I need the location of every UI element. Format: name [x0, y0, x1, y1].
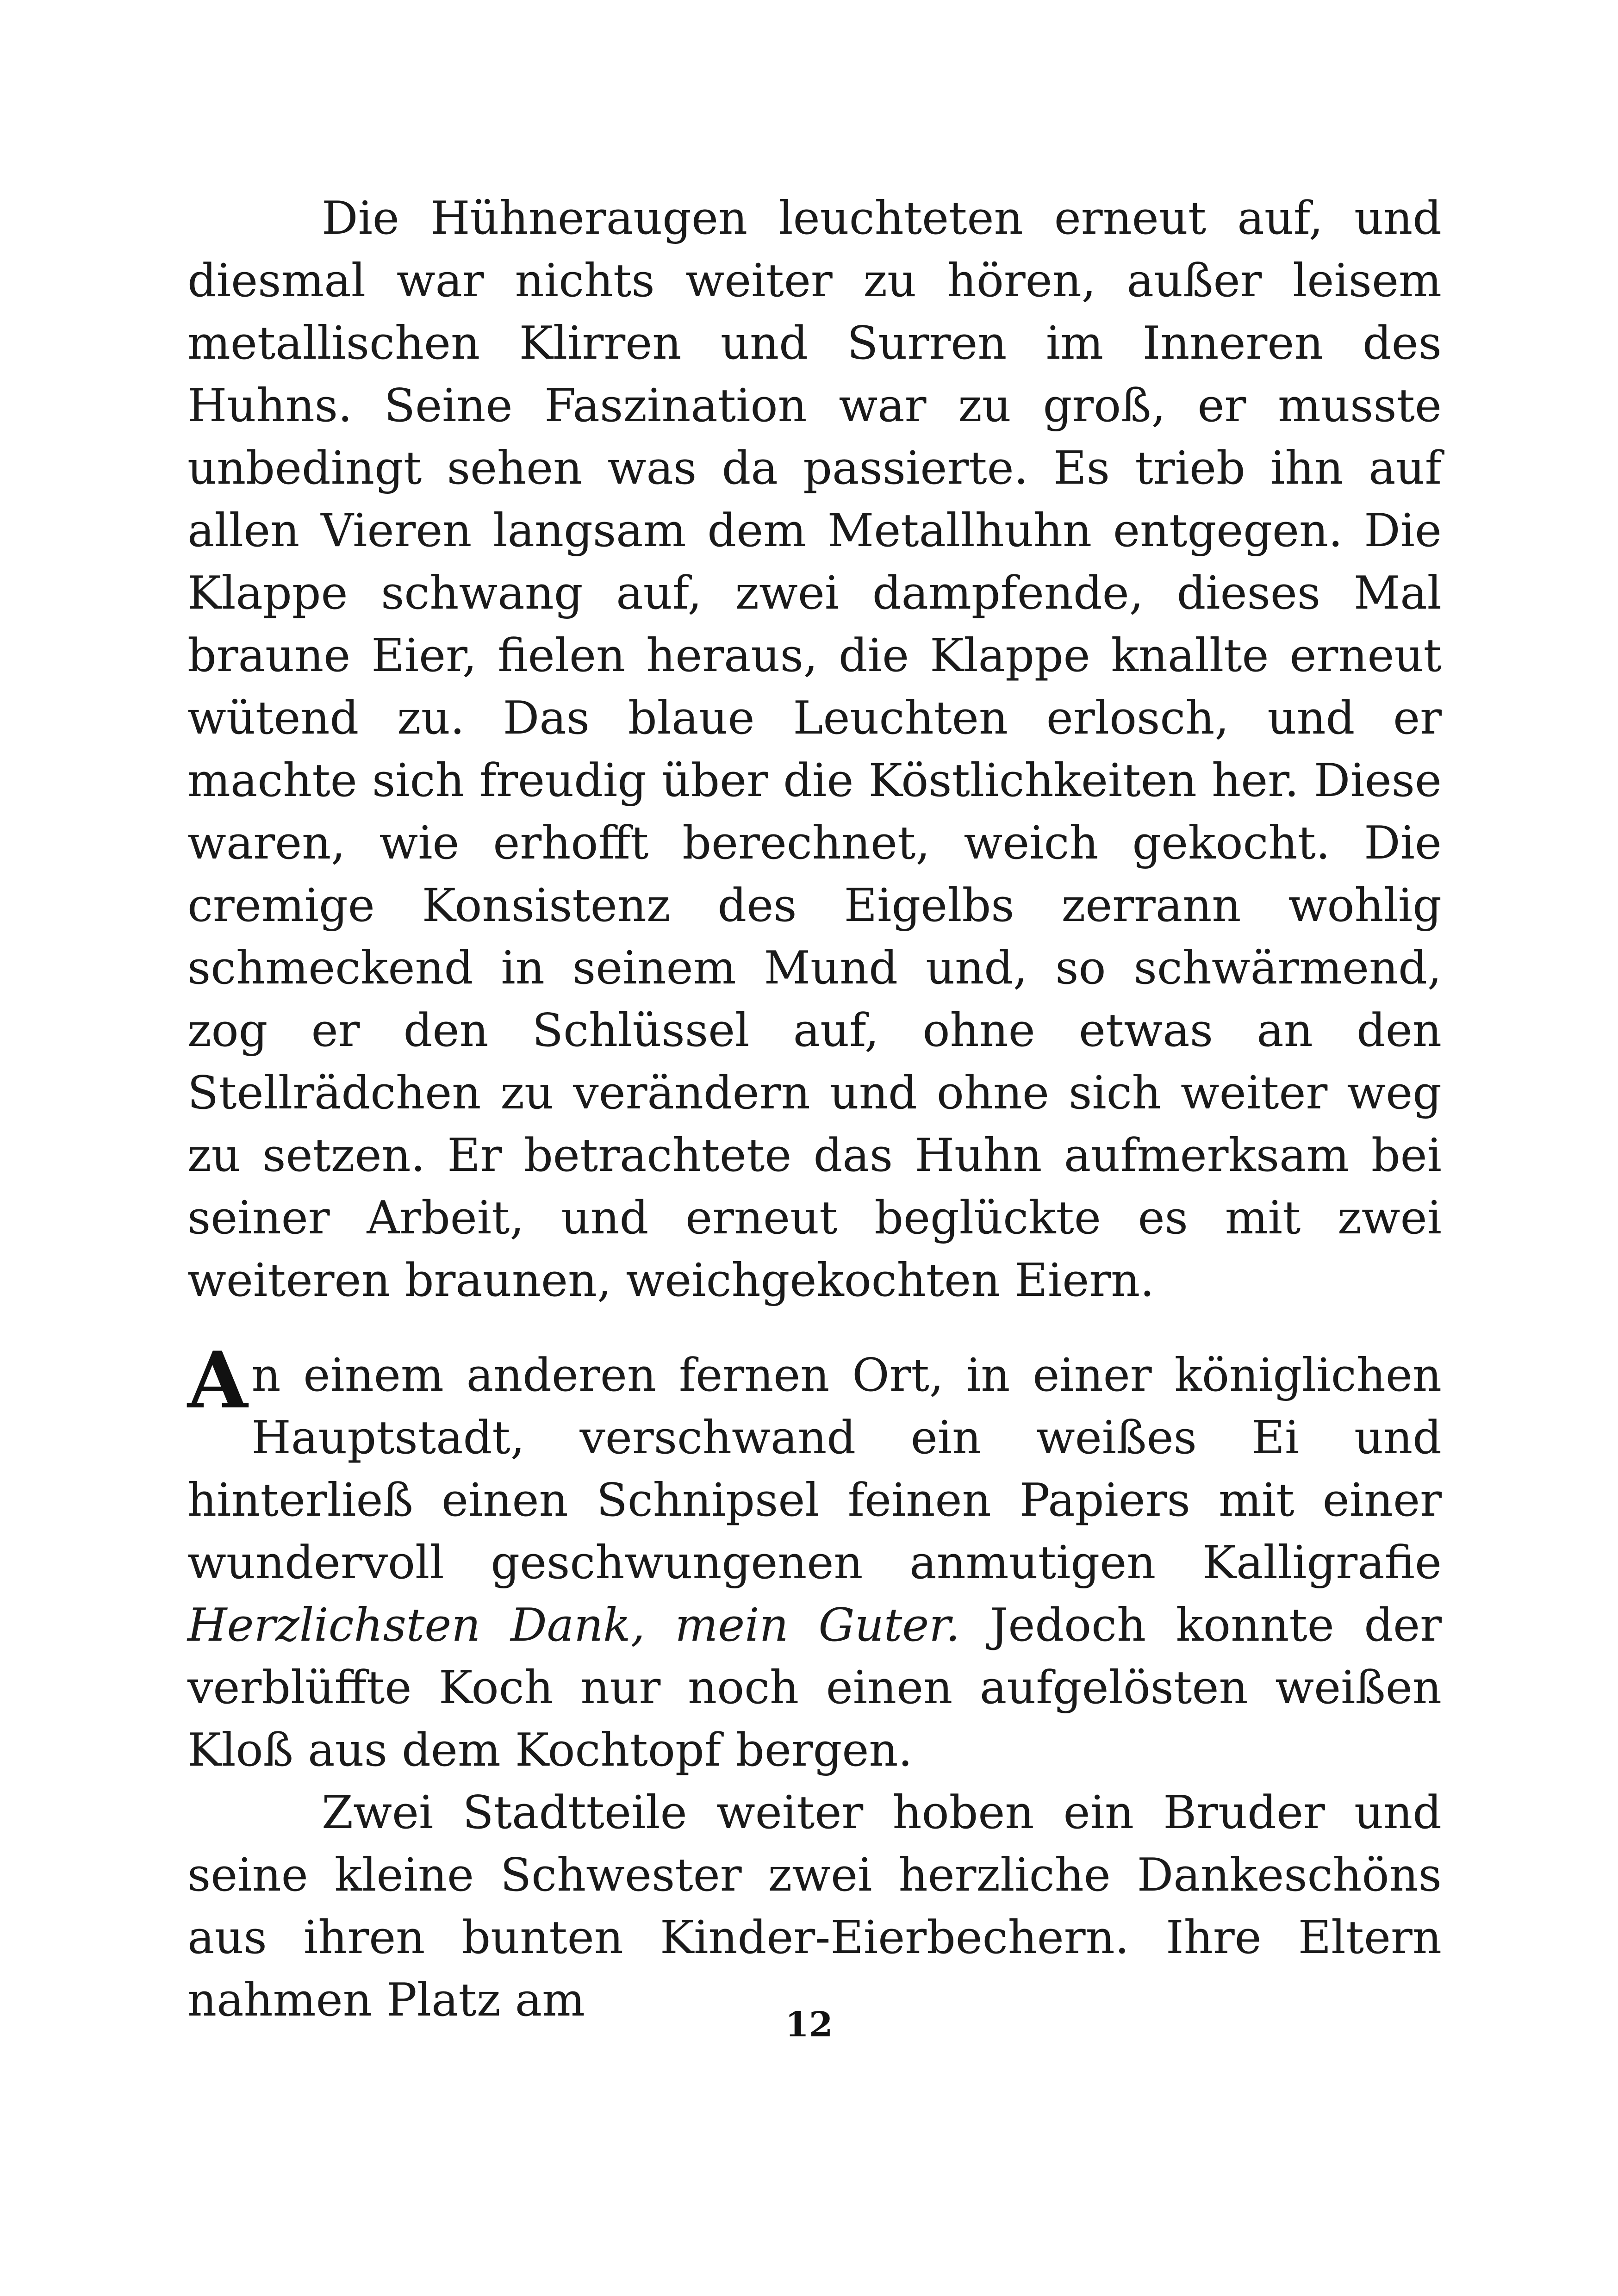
page-number: 12	[785, 2005, 833, 2045]
paragraph-start-text: n einem anderen fernen Ort, in einer königlichen Hauptstadt, verschwand ein weißes Ei und hinterließ einen Schnipsel feinen Papiers mit einer wundervoll geschwungenen anmutigen Kalligrafie	[187, 1349, 1442, 1589]
text-section-one	[187, 187, 1442, 1312]
calligraphy-note-italic: Herzlichsten Dank, mein Guter.	[187, 1599, 960, 1652]
paragraph-metal-chicken: Die Hühneraugen leuchteten erneut auf, und diesmal war nichts weiter zu hören, außer leisem metallischen Klirren und Surren im Inneren des Huhns. Seine Faszination war zu groß, er musste unbedingt sehen was da passierte. Es trieb ihn auf allen Vieren langsam dem Metallhuhn entgegen. Die Klappe schwang auf, zwei dampfende, dieses Mal braune Eier, fielen heraus, die Klappe knallte erneut wütend zu. Das blaue Leuchten erlosch, und er machte sich freudig über die Köstlichkeiten her. Diese waren, wie erhofft berechnet, weich gekocht. Die cremige Konsistenz des Eigelbs zerrann wohlig schmeckend in seinem Mund und, so schwärmend, zog er den Schlüssel auf, ohne etwas an den Stellrädchen zu verändern und ohne sich weiter weg zu setzen. Er betrachtete das Huhn aufmerksam bei seiner Arbeit, und erneut beglückte es mit zwei weiteren braunen, weichgekochten Eiern.	[187, 192, 1442, 1307]
text-section-two	[187, 1334, 1442, 2032]
drop-cap-letter: A	[187, 1334, 248, 1426]
paragraph-royal-capital	[187, 1334, 1442, 1782]
paragraph-siblings: Zwei Stadtteile weiter hoben ein Bruder und seine kleine Schwester zwei herzliche Dankeschöns aus ihren bunten Kinder-Eierbechern. Ihre Eltern nahmen Platz am	[187, 1786, 1442, 2027]
paragraph-end-text: Jedoch konnte der verblüffte Koch nur noch einen aufgelösten weißen Kloß aus dem Kochtopf bergen.	[187, 1599, 1442, 1777]
